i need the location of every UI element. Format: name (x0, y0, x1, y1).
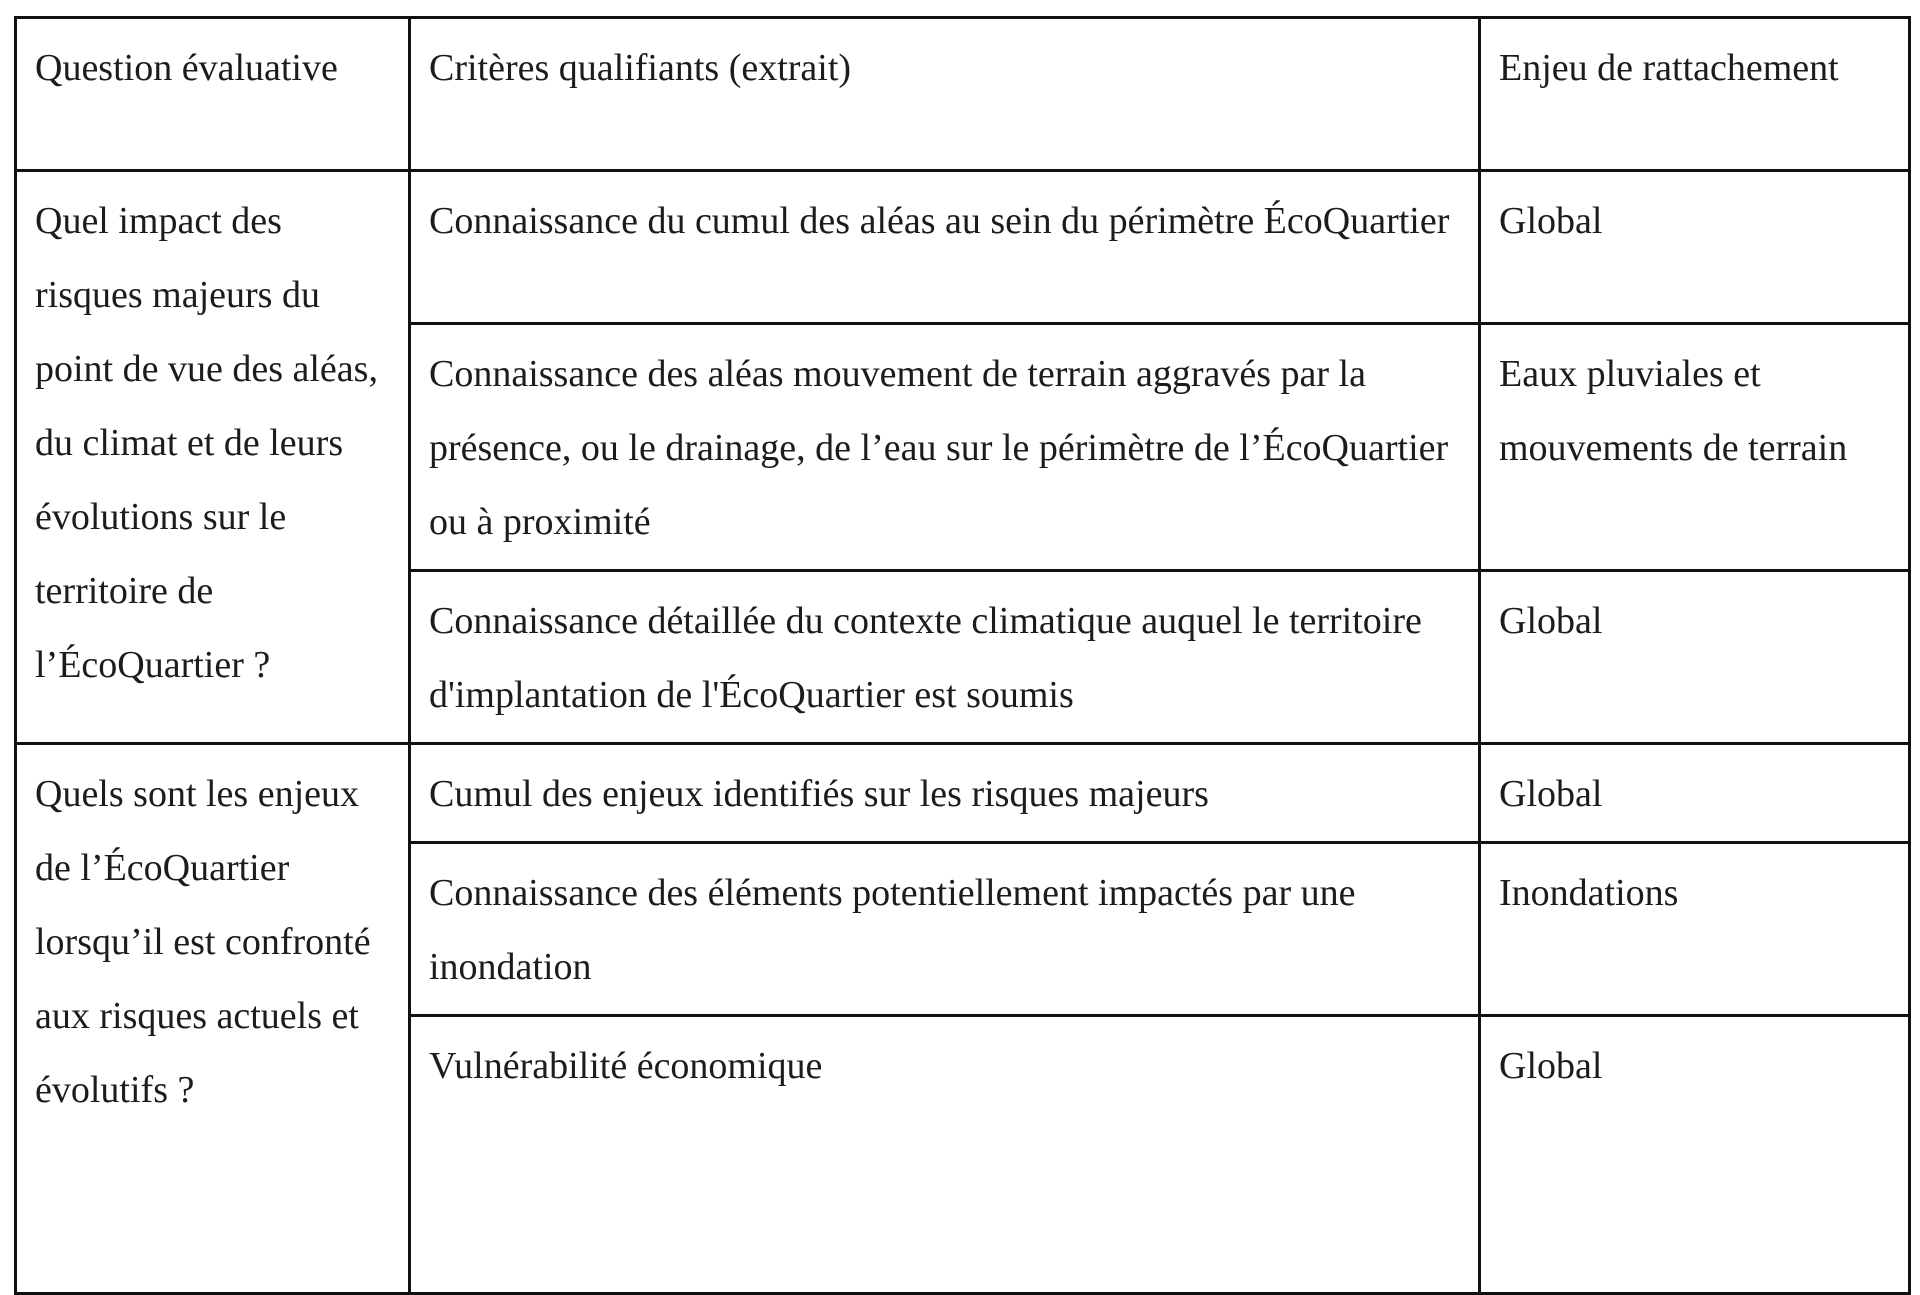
question-cell: Quel impact des risques majeurs du point de vue des aléas, du climat et de leurs évolutions sur le territoire de l’ÉcoQuartier ? (16, 171, 410, 744)
question-cell: Quels sont les enjeux de l’ÉcoQuartier lorsqu’il est confronté aux risques actuels et évolutifs ? (16, 744, 410, 1294)
criterion-cell: Connaissance des aléas mouvement de terrain aggravés par la présence, ou le drainage, de l’eau sur le périmètre de l’ÉcoQuartier ou à proximité (410, 324, 1480, 571)
table-row (16, 744, 1910, 843)
issue-cell: Global (1480, 1016, 1910, 1294)
issue-cell: Eaux pluviales et mouvements de terrain (1480, 324, 1910, 571)
table-row (16, 171, 1910, 324)
issue-cell: Global (1480, 744, 1910, 843)
criterion-cell: Connaissance du cumul des aléas au sein du périmètre ÉcoQuartier (410, 171, 1480, 324)
evaluation-table-container (14, 16, 1908, 1295)
issue-cell: Global (1480, 171, 1910, 324)
criterion-cell: Vulnérabilité économique (410, 1016, 1480, 1294)
criterion-cell: Cumul des enjeux identifiés sur les risques majeurs (410, 744, 1480, 843)
header-criteria: Critères qualifiants (extrait) (410, 18, 1480, 171)
issue-cell: Global (1480, 571, 1910, 744)
header-question: Question évaluative (16, 18, 410, 171)
issue-cell: Inondations (1480, 843, 1910, 1016)
table-header-row (16, 18, 1910, 171)
header-issue: Enjeu de rattachement (1480, 18, 1910, 171)
criterion-cell: Connaissance des éléments potentiellement impactés par une inondation (410, 843, 1480, 1016)
evaluation-table (14, 16, 1911, 1295)
criterion-cell: Connaissance détaillée du contexte climatique auquel le territoire d'implantation de l'ÉcoQuartier est soumis (410, 571, 1480, 744)
